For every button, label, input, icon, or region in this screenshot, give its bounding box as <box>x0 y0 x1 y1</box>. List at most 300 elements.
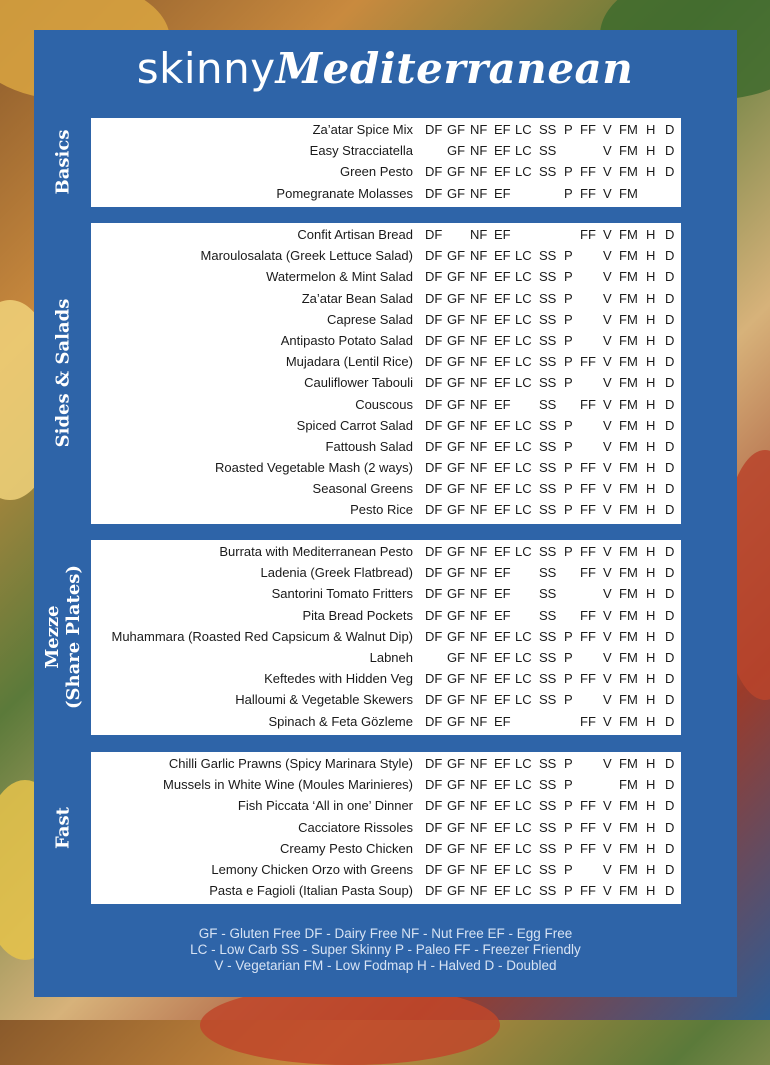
diet-tag-h: H <box>646 819 656 835</box>
diet-tag-ef: EF <box>494 143 511 159</box>
diet-tag-gf: GF <box>447 143 466 159</box>
diet-tag-df: DF <box>425 777 443 793</box>
diet-tag-p: P <box>564 354 573 370</box>
diet-tag-ef: EF <box>494 692 511 708</box>
recipe-row <box>91 119 681 140</box>
diet-tag-ef: EF <box>494 586 511 602</box>
diet-tag-p: P <box>564 375 573 391</box>
diet-tag-ss: SS <box>539 248 557 264</box>
recipe-name: Spinach & Feta Gözleme <box>268 713 413 729</box>
recipe-row <box>91 880 681 901</box>
recipe-row <box>91 795 681 816</box>
diet-tag-nf: NF <box>470 438 488 454</box>
recipe-name: Santorini Tomato Fritters <box>271 586 413 602</box>
diet-tag-lc: LC <box>515 354 532 370</box>
diet-tag-ff: FF <box>580 840 596 856</box>
diet-tag-gf: GF <box>447 375 466 391</box>
diet-tag-v: V <box>603 628 612 644</box>
diet-tag-ff: FF <box>580 798 596 814</box>
diet-tag-df: DF <box>425 164 443 180</box>
diet-tag-df: DF <box>425 544 443 559</box>
diet-tag-df: DF <box>425 396 443 412</box>
diet-tag-gf: GF <box>447 164 466 180</box>
diet-tag-ff: FF <box>580 164 596 180</box>
recipe-name: Chilli Garlic Prawns (Spicy Marinara Style) <box>168 756 413 771</box>
diet-tag-h: H <box>646 756 656 771</box>
section-sides-salads <box>91 223 681 524</box>
recipe-name: Antipasto Potato Salad <box>280 332 413 348</box>
diet-tag-ss: SS <box>539 607 557 623</box>
recipe-row <box>91 394 681 415</box>
diet-tag-v: V <box>603 649 612 665</box>
diet-tag-d: D <box>665 756 675 771</box>
diet-tag-h: H <box>646 671 656 687</box>
diet-tag-fm: FM <box>619 861 638 877</box>
recipe-row <box>91 689 681 710</box>
diet-tag-gf: GF <box>447 502 466 518</box>
diet-tag-df: DF <box>425 798 443 814</box>
diet-tag-ef: EF <box>494 713 511 729</box>
diet-tag-gf: GF <box>447 481 466 497</box>
diet-tag-df: DF <box>425 417 443 433</box>
recipe-row <box>91 266 681 287</box>
diet-tag-h: H <box>646 438 656 454</box>
diet-tag-nf: NF <box>470 692 488 708</box>
diet-tag-v: V <box>603 438 612 454</box>
diet-tag-v: V <box>603 332 612 348</box>
diet-tag-lc: LC <box>515 438 532 454</box>
diet-tag-lc: LC <box>515 481 532 497</box>
diet-tag-p: P <box>564 481 573 497</box>
recipe-row <box>91 288 681 309</box>
diet-tag-fm: FM <box>619 481 638 497</box>
diet-tag-lc: LC <box>515 143 532 159</box>
legend <box>34 926 737 974</box>
recipe-name: Labneh <box>369 649 413 665</box>
diet-tag-df: DF <box>425 840 443 856</box>
diet-tag-df: DF <box>425 354 443 370</box>
legend-line: V - Vegetarian FM - Low Fodmap H - Halved D - Doubled <box>214 958 557 973</box>
recipe-name: Ladenia (Greek Flatbread) <box>260 565 413 581</box>
section-label: Sides & Salads <box>52 299 74 448</box>
recipe-row <box>91 415 681 436</box>
diet-tag-gf: GF <box>447 586 466 602</box>
diet-tag-h: H <box>646 883 656 899</box>
diet-tag-h: H <box>646 354 656 370</box>
diet-tag-gf: GF <box>447 396 466 412</box>
section-label-line: (Share Plates) <box>63 565 84 710</box>
recipe-name: Caprese Salad <box>327 311 413 327</box>
diet-tag-gf: GF <box>447 565 466 581</box>
diet-tag-fm: FM <box>619 502 638 518</box>
diet-tag-h: H <box>646 227 656 242</box>
diet-tag-v: V <box>603 565 612 581</box>
diet-tag-fm: FM <box>619 248 638 264</box>
diet-tag-nf: NF <box>470 713 488 729</box>
diet-tag-gf: GF <box>447 544 466 559</box>
diet-tag-fm: FM <box>619 122 638 137</box>
diet-tag-d: D <box>665 332 675 348</box>
diet-tag-ef: EF <box>494 840 511 856</box>
diet-tag-fm: FM <box>619 565 638 581</box>
legend-line: LC - Low Carb SS - Super Skinny P - Paleo FF - Freezer Friendly <box>190 942 581 957</box>
diet-tag-v: V <box>603 311 612 327</box>
recipe-name: Spiced Carrot Salad <box>296 417 413 433</box>
diet-tag-df: DF <box>425 460 443 476</box>
diet-tag-gf: GF <box>447 861 466 877</box>
recipe-name: Cauliflower Tabouli <box>304 375 413 391</box>
diet-tag-nf: NF <box>470 586 488 602</box>
diet-tag-p: P <box>564 840 573 856</box>
diet-tag-h: H <box>646 565 656 581</box>
diet-tag-ss: SS <box>539 269 557 285</box>
diet-tag-v: V <box>603 375 612 391</box>
diet-tag-h: H <box>646 861 656 877</box>
diet-tag-h: H <box>646 122 656 137</box>
brand-title-part1: skinny <box>136 44 276 93</box>
diet-tag-h: H <box>646 649 656 665</box>
diet-tag-ef: EF <box>494 185 511 201</box>
diet-tag-fm: FM <box>619 607 638 623</box>
diet-tag-h: H <box>646 164 656 180</box>
diet-tag-nf: NF <box>470 164 488 180</box>
diet-tag-p: P <box>564 502 573 518</box>
diet-tag-v: V <box>603 671 612 687</box>
diet-tag-ss: SS <box>539 544 557 559</box>
section-mezze-share-plates <box>91 540 681 735</box>
diet-tag-gf: GF <box>447 819 466 835</box>
diet-tag-d: D <box>665 607 675 623</box>
diet-tag-lc: LC <box>515 883 532 899</box>
diet-tag-gf: GF <box>447 122 466 137</box>
diet-tag-fm: FM <box>619 819 638 835</box>
diet-tag-lc: LC <box>515 840 532 856</box>
diet-tag-ef: EF <box>494 628 511 644</box>
recipe-row <box>91 774 681 795</box>
diet-tag-df: DF <box>425 607 443 623</box>
recipe-row <box>91 161 681 182</box>
diet-tag-h: H <box>646 544 656 559</box>
diet-tag-ff: FF <box>580 227 596 242</box>
diet-tag-lc: LC <box>515 417 532 433</box>
diet-tag-ff: FF <box>580 185 596 201</box>
diet-tag-gf: GF <box>447 607 466 623</box>
diet-tag-ss: SS <box>539 586 557 602</box>
diet-tag-v: V <box>603 840 612 856</box>
diet-tag-ef: EF <box>494 227 511 242</box>
diet-tag-ef: EF <box>494 375 511 391</box>
diet-tag-gf: GF <box>447 438 466 454</box>
diet-tag-v: V <box>603 269 612 285</box>
diet-tag-ff: FF <box>580 354 596 370</box>
diet-tag-df: DF <box>425 481 443 497</box>
diet-tag-df: DF <box>425 628 443 644</box>
diet-tag-ef: EF <box>494 354 511 370</box>
diet-tag-df: DF <box>425 375 443 391</box>
diet-tag-lc: LC <box>515 777 532 793</box>
diet-tag-nf: NF <box>470 819 488 835</box>
diet-tag-fm: FM <box>619 883 638 899</box>
diet-tag-d: D <box>665 290 675 306</box>
diet-tag-ss: SS <box>539 332 557 348</box>
legend-line: GF - Gluten Free DF - Dairy Free NF - Nut Free EF - Egg Free <box>198 926 573 941</box>
diet-tag-df: DF <box>425 269 443 285</box>
diet-tag-h: H <box>646 417 656 433</box>
diet-tag-nf: NF <box>470 185 488 201</box>
diet-tag-ff: FF <box>580 607 596 623</box>
recipe-row <box>91 838 681 859</box>
diet-tag-ef: EF <box>494 164 511 180</box>
diet-tag-nf: NF <box>470 481 488 497</box>
recipe-row <box>91 859 681 880</box>
diet-tag-ff: FF <box>580 396 596 412</box>
recipe-name: Za’atar Spice Mix <box>312 122 413 137</box>
diet-tag-df: DF <box>425 185 443 201</box>
diet-tag-df: DF <box>425 248 443 264</box>
diet-tag-d: D <box>665 713 675 729</box>
diet-tag-ef: EF <box>494 777 511 793</box>
recipe-name: Green Pesto <box>340 164 413 180</box>
diet-tag-df: DF <box>425 819 443 835</box>
diet-tag-ss: SS <box>539 396 557 412</box>
diet-tag-p: P <box>564 544 573 559</box>
diet-tag-ef: EF <box>494 438 511 454</box>
diet-tag-ss: SS <box>539 777 557 793</box>
diet-tag-ss: SS <box>539 671 557 687</box>
diet-tag-lc: LC <box>515 628 532 644</box>
diet-tag-d: D <box>665 396 675 412</box>
diet-tag-nf: NF <box>470 565 488 581</box>
diet-tag-fm: FM <box>619 777 638 793</box>
diet-tag-ef: EF <box>494 671 511 687</box>
diet-tag-nf: NF <box>470 396 488 412</box>
diet-tag-ef: EF <box>494 460 511 476</box>
diet-tag-d: D <box>665 544 675 559</box>
recipe-name: Keftedes with Hidden Veg <box>264 671 413 687</box>
diet-tag-gf: GF <box>447 311 466 327</box>
recipe-name: Pita Bread Pockets <box>302 607 413 623</box>
diet-tag-v: V <box>603 396 612 412</box>
diet-tag-ef: EF <box>494 290 511 306</box>
diet-tag-lc: LC <box>515 671 532 687</box>
diet-tag-gf: GF <box>447 332 466 348</box>
diet-tag-h: H <box>646 502 656 518</box>
diet-tag-df: DF <box>425 713 443 729</box>
diet-tag-d: D <box>665 248 675 264</box>
diet-tag-p: P <box>564 164 573 180</box>
diet-tag-nf: NF <box>470 840 488 856</box>
diet-tag-h: H <box>646 269 656 285</box>
diet-tag-ef: EF <box>494 311 511 327</box>
diet-tag-v: V <box>603 819 612 835</box>
recipe-row <box>91 753 681 774</box>
diet-tag-nf: NF <box>470 502 488 518</box>
diet-tag-v: V <box>603 248 612 264</box>
diet-tag-d: D <box>665 460 675 476</box>
diet-tag-df: DF <box>425 671 443 687</box>
diet-tag-d: D <box>665 481 675 497</box>
diet-tag-ss: SS <box>539 438 557 454</box>
diet-tag-ef: EF <box>494 332 511 348</box>
diet-tag-d: D <box>665 649 675 665</box>
diet-tag-nf: NF <box>470 861 488 877</box>
recipe-row <box>91 817 681 838</box>
diet-tag-gf: GF <box>447 354 466 370</box>
diet-tag-gf: GF <box>447 713 466 729</box>
diet-tag-d: D <box>665 122 675 137</box>
diet-tag-nf: NF <box>470 607 488 623</box>
diet-tag-df: DF <box>425 122 443 137</box>
recipe-name: Creamy Pesto Chicken <box>280 840 413 856</box>
diet-tag-v: V <box>603 122 612 137</box>
diet-tag-fm: FM <box>619 544 638 559</box>
recipe-row <box>91 478 681 499</box>
diet-tag-ef: EF <box>494 544 511 559</box>
diet-tag-nf: NF <box>470 883 488 899</box>
diet-tag-gf: GF <box>447 628 466 644</box>
recipe-name: Confit Artisan Bread <box>297 227 413 242</box>
recipe-row <box>91 541 681 562</box>
diet-tag-fm: FM <box>619 671 638 687</box>
diet-tag-fm: FM <box>619 798 638 814</box>
section-label <box>42 565 84 709</box>
section-basics <box>91 118 681 207</box>
diet-tag-ff: FF <box>580 460 596 476</box>
diet-tag-p: P <box>564 311 573 327</box>
diet-tag-h: H <box>646 375 656 391</box>
diet-tag-fm: FM <box>619 586 638 602</box>
diet-tag-h: H <box>646 143 656 159</box>
diet-tag-fm: FM <box>619 332 638 348</box>
diet-tag-ss: SS <box>539 883 557 899</box>
diet-tag-lc: LC <box>515 798 532 814</box>
diet-tag-ss: SS <box>539 417 557 433</box>
diet-tag-h: H <box>646 628 656 644</box>
diet-tag-v: V <box>603 185 612 201</box>
diet-tag-d: D <box>665 375 675 391</box>
background-food-photo <box>200 985 500 1065</box>
section-label-line: Mezze <box>42 605 63 670</box>
diet-tag-d: D <box>665 777 675 793</box>
diet-tag-p: P <box>564 649 573 665</box>
diet-tag-ff: FF <box>580 122 596 137</box>
diet-tag-ss: SS <box>539 840 557 856</box>
recipe-row <box>91 330 681 351</box>
diet-tag-ss: SS <box>539 861 557 877</box>
diet-tag-p: P <box>564 417 573 433</box>
diet-tag-v: V <box>603 798 612 814</box>
recipe-row <box>91 351 681 372</box>
diet-tag-ss: SS <box>539 649 557 665</box>
diet-tag-h: H <box>646 692 656 708</box>
diet-tag-ef: EF <box>494 481 511 497</box>
diet-tag-d: D <box>665 840 675 856</box>
diet-tag-d: D <box>665 227 675 242</box>
diet-tag-df: DF <box>425 861 443 877</box>
diet-tag-fm: FM <box>619 290 638 306</box>
diet-tag-ss: SS <box>539 143 557 159</box>
diet-tag-fm: FM <box>619 311 638 327</box>
diet-tag-nf: NF <box>470 649 488 665</box>
diet-tag-d: D <box>665 438 675 454</box>
diet-tag-ff: FF <box>580 565 596 581</box>
diet-tag-lc: LC <box>515 861 532 877</box>
diet-tag-d: D <box>665 417 675 433</box>
diet-tag-d: D <box>665 861 675 877</box>
diet-tag-gf: GF <box>447 692 466 708</box>
diet-tag-ss: SS <box>539 122 557 137</box>
diet-tag-d: D <box>665 269 675 285</box>
diet-tag-nf: NF <box>470 248 488 264</box>
diet-tag-fm: FM <box>619 460 638 476</box>
recipe-row <box>91 183 681 204</box>
diet-tag-gf: GF <box>447 269 466 285</box>
diet-tag-ss: SS <box>539 565 557 581</box>
diet-tag-nf: NF <box>470 227 488 242</box>
diet-tag-p: P <box>564 332 573 348</box>
diet-tag-p: P <box>564 819 573 835</box>
brand-title <box>0 44 770 94</box>
recipe-name: Mussels in White Wine (Moules Marinieres) <box>163 777 413 793</box>
diet-tag-ef: EF <box>494 417 511 433</box>
diet-tag-ef: EF <box>494 819 511 835</box>
diet-tag-fm: FM <box>619 713 638 729</box>
diet-tag-d: D <box>665 692 675 708</box>
recipe-name: Fattoush Salad <box>325 438 413 454</box>
diet-tag-v: V <box>603 883 612 899</box>
diet-tag-p: P <box>564 628 573 644</box>
diet-tag-p: P <box>564 798 573 814</box>
diet-tag-p: P <box>564 756 573 771</box>
diet-tag-nf: NF <box>470 122 488 137</box>
diet-tag-d: D <box>665 671 675 687</box>
diet-tag-lc: LC <box>515 649 532 665</box>
diet-tag-fm: FM <box>619 438 638 454</box>
diet-tag-h: H <box>646 840 656 856</box>
diet-tag-ef: EF <box>494 122 511 137</box>
diet-tag-v: V <box>603 227 612 242</box>
diet-tag-nf: NF <box>470 354 488 370</box>
diet-tag-v: V <box>603 861 612 877</box>
diet-tag-gf: GF <box>447 840 466 856</box>
recipe-row <box>91 711 681 732</box>
diet-tag-p: P <box>564 122 573 137</box>
diet-tag-ff: FF <box>580 819 596 835</box>
diet-tag-lc: LC <box>515 311 532 327</box>
recipe-row <box>91 647 681 668</box>
recipe-name: Fish Piccata ‘All in one’ Dinner <box>237 798 413 814</box>
diet-tag-p: P <box>564 248 573 264</box>
recipe-name: Pesto Rice <box>350 502 413 518</box>
diet-tag-v: V <box>603 290 612 306</box>
diet-tag-lc: LC <box>515 502 532 518</box>
diet-tag-h: H <box>646 777 656 793</box>
diet-tag-h: H <box>646 290 656 306</box>
recipe-row <box>91 436 681 457</box>
diet-tag-fm: FM <box>619 269 638 285</box>
diet-tag-h: H <box>646 586 656 602</box>
diet-tag-df: DF <box>425 290 443 306</box>
diet-tag-fm: FM <box>619 628 638 644</box>
diet-tag-nf: NF <box>470 756 488 771</box>
diet-tag-p: P <box>564 777 573 793</box>
recipe-name: Lemony Chicken Orzo with Greens <box>211 861 413 877</box>
diet-tag-ff: FF <box>580 502 596 518</box>
diet-tag-df: DF <box>425 227 443 242</box>
diet-tag-p: P <box>564 692 573 708</box>
diet-tag-ff: FF <box>580 713 596 729</box>
diet-tag-gf: GF <box>447 417 466 433</box>
